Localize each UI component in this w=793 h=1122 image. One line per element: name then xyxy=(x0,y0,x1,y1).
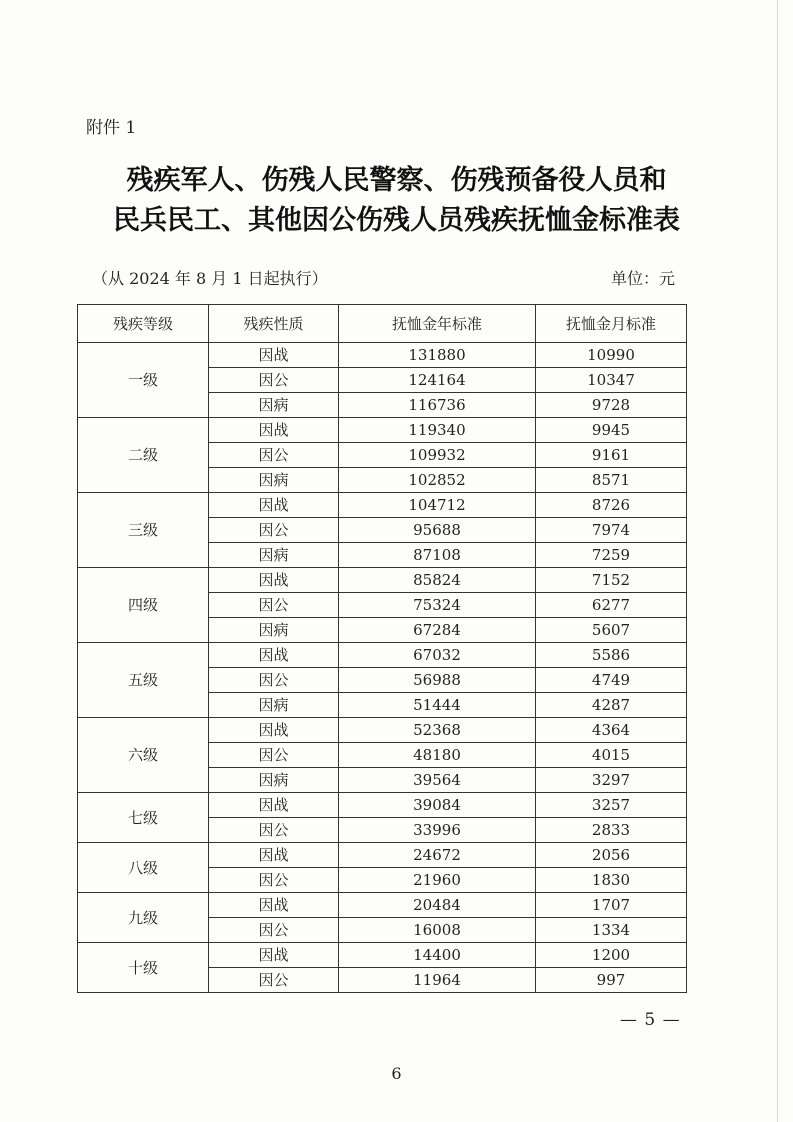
table-row xyxy=(78,343,687,368)
cell-disability-level: 七级 xyxy=(78,793,209,843)
cell-monthly-standard: 1200 xyxy=(536,943,687,968)
cell-annual-standard: 51444 xyxy=(339,693,536,718)
cell-annual-standard: 33996 xyxy=(339,818,536,843)
cell-monthly-standard: 7974 xyxy=(536,518,687,543)
cell-monthly-standard: 9161 xyxy=(536,443,687,468)
cell-disability-nature: 因公 xyxy=(209,668,339,693)
cell-disability-nature: 因病 xyxy=(209,543,339,568)
cell-disability-nature: 因战 xyxy=(209,643,339,668)
cell-disability-nature: 因公 xyxy=(209,443,339,468)
table-row xyxy=(78,718,687,743)
cell-disability-nature: 因病 xyxy=(209,393,339,418)
cell-disability-nature: 因公 xyxy=(209,968,339,993)
pension-standard-table xyxy=(77,304,687,993)
cell-disability-nature: 因公 xyxy=(209,743,339,768)
cell-annual-standard: 116736 xyxy=(339,393,536,418)
cell-monthly-standard: 5586 xyxy=(536,643,687,668)
cell-monthly-standard: 4749 xyxy=(536,668,687,693)
cell-monthly-standard: 8726 xyxy=(536,493,687,518)
cell-disability-nature: 因病 xyxy=(209,693,339,718)
cell-annual-standard: 39564 xyxy=(339,768,536,793)
cell-monthly-standard: 4287 xyxy=(536,693,687,718)
attachment-label: 附件 1 xyxy=(86,118,137,138)
cell-disability-nature: 因公 xyxy=(209,518,339,543)
cell-monthly-standard: 8571 xyxy=(536,468,687,493)
header-disability-level: 残疾等级 xyxy=(78,305,209,343)
title-line-2: 民兵民工、其他因公伤残人员残疾抚恤金标准表 xyxy=(113,205,680,236)
cell-monthly-standard: 997 xyxy=(536,968,687,993)
cell-annual-standard: 124164 xyxy=(339,368,536,393)
unit-note: 单位：元 xyxy=(610,269,675,288)
cell-disability-nature: 因战 xyxy=(209,793,339,818)
cell-annual-standard: 67284 xyxy=(339,618,536,643)
header-disability-nature: 残疾性质 xyxy=(209,305,339,343)
header-annual-standard: 抚恤金年标准 xyxy=(339,305,536,343)
cell-disability-nature: 因战 xyxy=(209,568,339,593)
table-row xyxy=(78,843,687,868)
cell-annual-standard: 11964 xyxy=(339,968,536,993)
cell-disability-level: 三级 xyxy=(78,493,209,568)
cell-disability-nature: 因病 xyxy=(209,468,339,493)
cell-annual-standard: 95688 xyxy=(339,518,536,543)
cell-monthly-standard: 9945 xyxy=(536,418,687,443)
cell-disability-nature: 因战 xyxy=(209,343,339,368)
cell-disability-level: 一级 xyxy=(78,343,209,418)
cell-monthly-standard: 9728 xyxy=(536,393,687,418)
header-monthly-standard: 抚恤金月标准 xyxy=(536,305,687,343)
cell-disability-level: 五级 xyxy=(78,643,209,718)
cell-disability-level: 六级 xyxy=(78,718,209,793)
cell-disability-level: 二级 xyxy=(78,418,209,493)
table-row xyxy=(78,493,687,518)
cell-disability-nature: 因战 xyxy=(209,843,339,868)
cell-disability-nature: 因公 xyxy=(209,918,339,943)
cell-monthly-standard: 2833 xyxy=(536,818,687,843)
cell-annual-standard: 119340 xyxy=(339,418,536,443)
document-title xyxy=(0,161,793,241)
table-row xyxy=(78,893,687,918)
cell-disability-nature: 因公 xyxy=(209,868,339,893)
table-row xyxy=(78,943,687,968)
cell-monthly-standard: 3257 xyxy=(536,793,687,818)
cell-monthly-standard: 1707 xyxy=(536,893,687,918)
cell-monthly-standard: 4364 xyxy=(536,718,687,743)
cell-annual-standard: 109932 xyxy=(339,443,536,468)
cell-disability-nature: 因战 xyxy=(209,893,339,918)
cell-disability-nature: 因公 xyxy=(209,368,339,393)
cell-disability-nature: 因公 xyxy=(209,818,339,843)
cell-monthly-standard: 1830 xyxy=(536,868,687,893)
cell-monthly-standard: 10990 xyxy=(536,343,687,368)
table-row xyxy=(78,418,687,443)
cell-annual-standard: 21960 xyxy=(339,868,536,893)
cell-disability-level: 九级 xyxy=(78,893,209,943)
cell-monthly-standard: 1334 xyxy=(536,918,687,943)
cell-monthly-standard: 4015 xyxy=(536,743,687,768)
cell-disability-level: 八级 xyxy=(78,843,209,893)
table-header-row xyxy=(78,305,687,343)
cell-monthly-standard: 10347 xyxy=(536,368,687,393)
cell-annual-standard: 104712 xyxy=(339,493,536,518)
cell-annual-standard: 16008 xyxy=(339,918,536,943)
cell-annual-standard: 131880 xyxy=(339,343,536,368)
cell-monthly-standard: 6277 xyxy=(536,593,687,618)
cell-disability-nature: 因战 xyxy=(209,493,339,518)
cell-annual-standard: 52368 xyxy=(339,718,536,743)
cell-annual-standard: 48180 xyxy=(339,743,536,768)
cell-disability-nature: 因公 xyxy=(209,593,339,618)
cell-annual-standard: 75324 xyxy=(339,593,536,618)
table-row xyxy=(78,643,687,668)
cell-monthly-standard: 2056 xyxy=(536,843,687,868)
page-number-outer: 6 xyxy=(391,1064,402,1083)
cell-disability-nature: 因病 xyxy=(209,618,339,643)
cell-monthly-standard: 7259 xyxy=(536,543,687,568)
cell-annual-standard: 20484 xyxy=(339,893,536,918)
cell-annual-standard: 85824 xyxy=(339,568,536,593)
cell-monthly-standard: 5607 xyxy=(536,618,687,643)
page-number-inner: — 5 — xyxy=(620,1010,681,1030)
table-row xyxy=(78,568,687,593)
cell-annual-standard: 67032 xyxy=(339,643,536,668)
effective-date-note: （从 2024 年 8 月 1 日起执行） xyxy=(92,269,328,288)
cell-disability-nature: 因病 xyxy=(209,768,339,793)
table-row xyxy=(78,793,687,818)
cell-disability-nature: 因战 xyxy=(209,943,339,968)
cell-disability-level: 十级 xyxy=(78,943,209,993)
cell-disability-nature: 因战 xyxy=(209,718,339,743)
cell-annual-standard: 102852 xyxy=(339,468,536,493)
cell-annual-standard: 14400 xyxy=(339,943,536,968)
cell-annual-standard: 24672 xyxy=(339,843,536,868)
cell-annual-standard: 56988 xyxy=(339,668,536,693)
cell-monthly-standard: 3297 xyxy=(536,768,687,793)
cell-annual-standard: 87108 xyxy=(339,543,536,568)
table-body xyxy=(78,343,687,993)
cell-disability-level: 四级 xyxy=(78,568,209,643)
cell-monthly-standard: 7152 xyxy=(536,568,687,593)
cell-disability-nature: 因战 xyxy=(209,418,339,443)
cell-annual-standard: 39084 xyxy=(339,793,536,818)
title-line-1: 残疾军人、伤残人民警察、伤残预备役人员和 xyxy=(126,165,667,196)
